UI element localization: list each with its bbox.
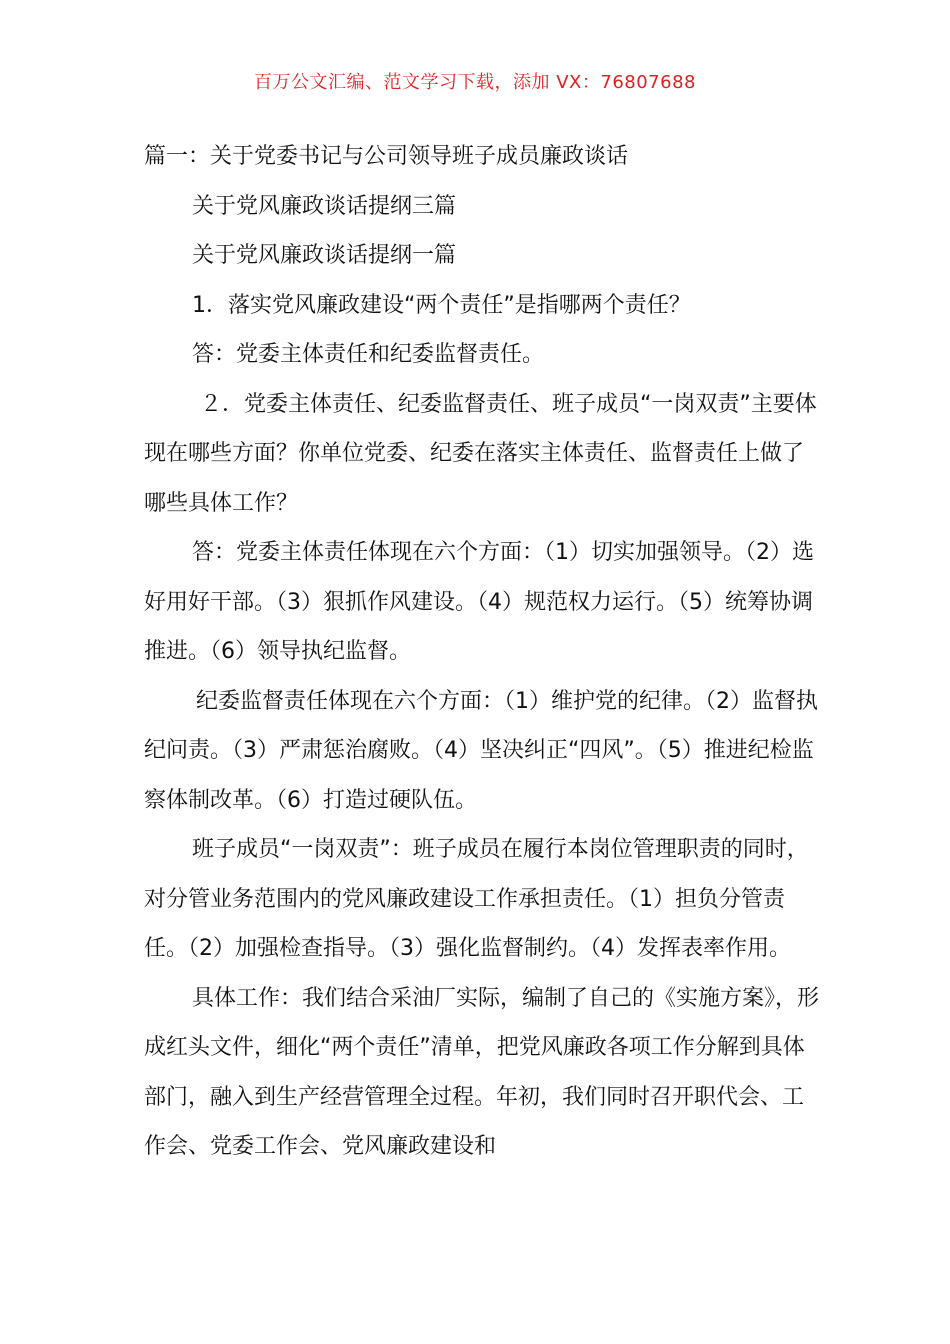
answer-2-specific-work: 具体工作：我们结合采油厂实际，编制了自己的《实施方案》，形成红头文件，细化“两个责任”清单，把党风廉政各项工作分解到具体部门，融入到生产经营管理全过程。年初，我们同时召开职代会、工作会、党委工作会、党风廉政建设和	[144, 985, 820, 1159]
answer-1: 答：党委主体责任和纪委监督责任。	[192, 342, 545, 367]
document-subtitle: 关于党风廉政谈话提纲三篇	[192, 193, 457, 219]
answer-2-discipline-committee: 纪委监督责任体现在六个方面：（1）维护党的纪律。（2）监督执纪问责。（3）严肃惩治腐败。（4）坚决纠正“四风”。（5）推进纪检监察体制改革。（6）打造过硬队伍。	[144, 688, 818, 813]
document-body	[144, 132, 824, 1172]
answer-2-team-members: 班子成员“一岗双责”：班子成员在履行本岗位管理职责的同时，对分管业务范围内的党风廉政建设工作承担责任。（1）担负分管责任。（2）加强检查指导。（3）强化监督制约。（4）发挥表率作用。	[144, 837, 809, 961]
document-subtitle: 关于党风廉政谈话提纲一篇	[192, 243, 457, 268]
question-1: 1．落实党风廉政建设“两个责任”是指哪两个责任？	[192, 292, 691, 318]
document-title: 篇一：关于党委书记与公司领导班子成员廉政谈话	[144, 144, 629, 169]
question-2: ２．党委主体责任、纪委监督责任、班子成员“一岗双责”主要体现在哪些方面？你单位党委、纪委在落实主体责任、监督责任上做了哪些具体工作？	[144, 391, 817, 516]
watermark-header: 百万公文汇编、范文学习下载，添加 VX：76807688	[254, 72, 696, 93]
answer-2-party-committee: 答：党委主体责任体现在六个方面：（1）切实加强领导。（2）选好用好干部。（3）狠抓作风建设。（4）规范权力运行。（5）统筹协调推进。（6）领导执纪监督。	[144, 540, 814, 664]
